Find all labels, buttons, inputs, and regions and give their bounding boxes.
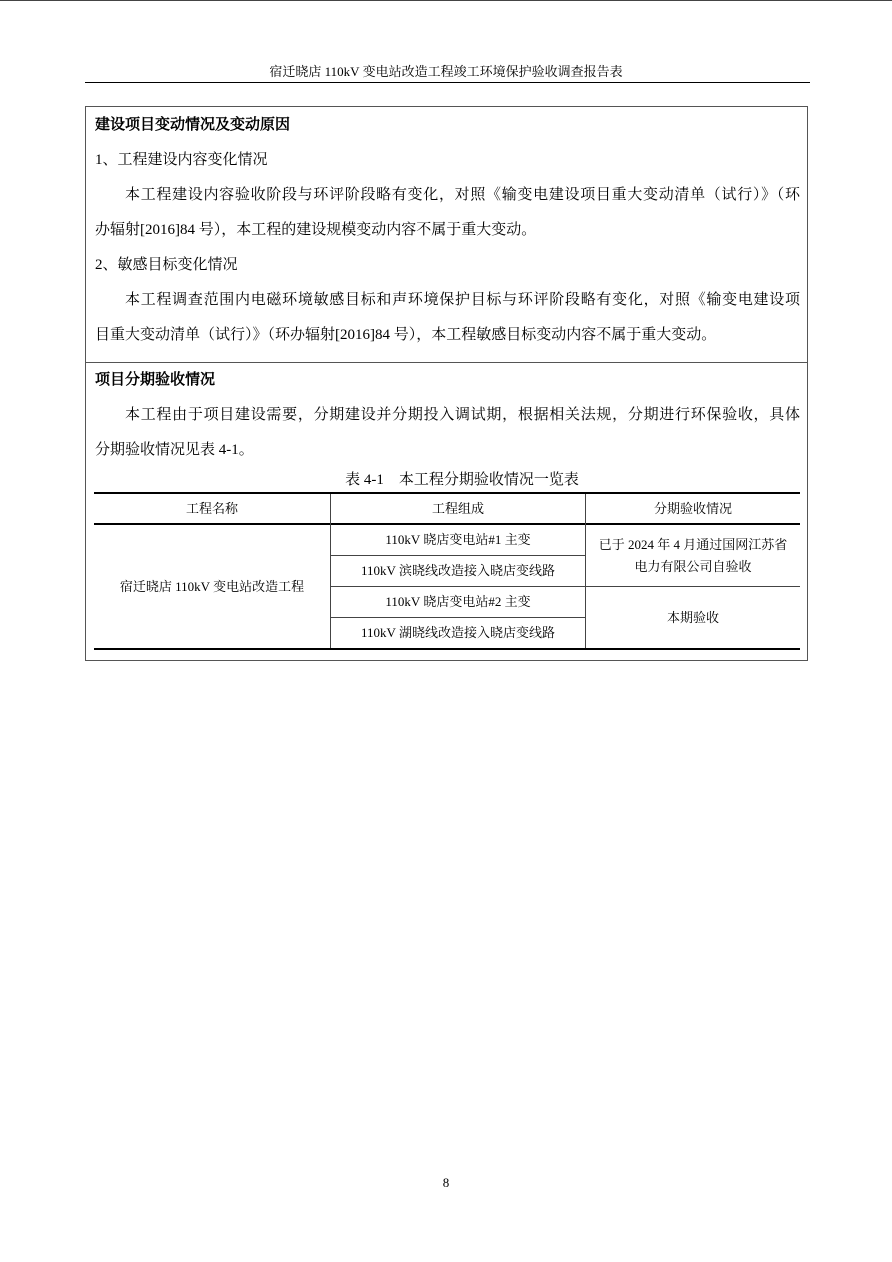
subheading-construction-changes: 1、工程建设内容变化情况 — [95, 152, 268, 168]
report-form-box — [85, 106, 808, 661]
running-header: 宿迁晓店 110kV 变电站改造工程竣工环境保护验收调查报告表 — [269, 64, 623, 79]
paragraph-line: 分期验收情况见表 4-1。 — [95, 442, 254, 458]
top-edge-line — [0, 0, 892, 1]
component-cell: 110kV 滨晓线改造接入晓店变线路 — [361, 563, 555, 578]
phase-acceptance-table — [94, 492, 800, 650]
phase-status-line: 电力有限公司自验收 — [634, 558, 752, 574]
table-header-cell: 分期验收情况 — [653, 500, 732, 516]
component-cell: 110kV 晓店变电站#2 主变 — [385, 594, 531, 609]
table-bottom-rule — [94, 648, 800, 650]
project-name-cell: 宿迁晓店 110kV 变电站改造工程 — [119, 578, 305, 594]
paragraph-line: 本工程由于项目建设需要，分期建设并分期投入调试期，根据相关法规，分期进行环保验收，具体 — [125, 407, 800, 423]
section-heading-phases: 项目分期验收情况 — [95, 372, 216, 388]
phase-status-line: 已于 2024 年 4 月通过国网江苏省 — [598, 536, 788, 552]
paragraph-line: 目重大变动清单（试行）》（环办辐射[2016]84 号），本工程敏感目标变动内容不属于重大变动。 — [95, 327, 717, 343]
subheading-sensitive-targets: 2、敏感目标变化情况 — [95, 257, 238, 273]
header-rule — [85, 82, 810, 83]
component-cell: 110kV 晓店变电站#1 主变 — [385, 532, 531, 547]
phase-status-cell-completed — [586, 525, 800, 586]
table-caption: 表 4-1 本工程分期验收情况一览表 — [345, 472, 579, 488]
phase-status-cell-current: 本期验收 — [666, 609, 719, 625]
component-cell: 110kV 湖晓线改造接入晓店变线路 — [361, 625, 555, 640]
section-heading-changes: 建设项目变动情况及变动原因 — [95, 117, 291, 133]
paragraph-line: 本工程调查范围内电磁环境敏感目标和声环境保护目标与环评阶段略有变化，对照《输变电建设项 — [125, 292, 800, 308]
page-number: 8 — [442, 1175, 450, 1190]
table-header-cell: 工程名称 — [185, 500, 238, 516]
paragraph-line: 本工程建设内容验收阶段与环评阶段略有变化，对照《输变电建设项目重大变动清单（试行）》（环 — [125, 187, 800, 203]
table-header-cell: 工程组成 — [431, 500, 484, 516]
paragraph-line: 办辐射[2016]84 号），本工程的建设规模变动内容不属于重大变动。 — [95, 222, 537, 238]
